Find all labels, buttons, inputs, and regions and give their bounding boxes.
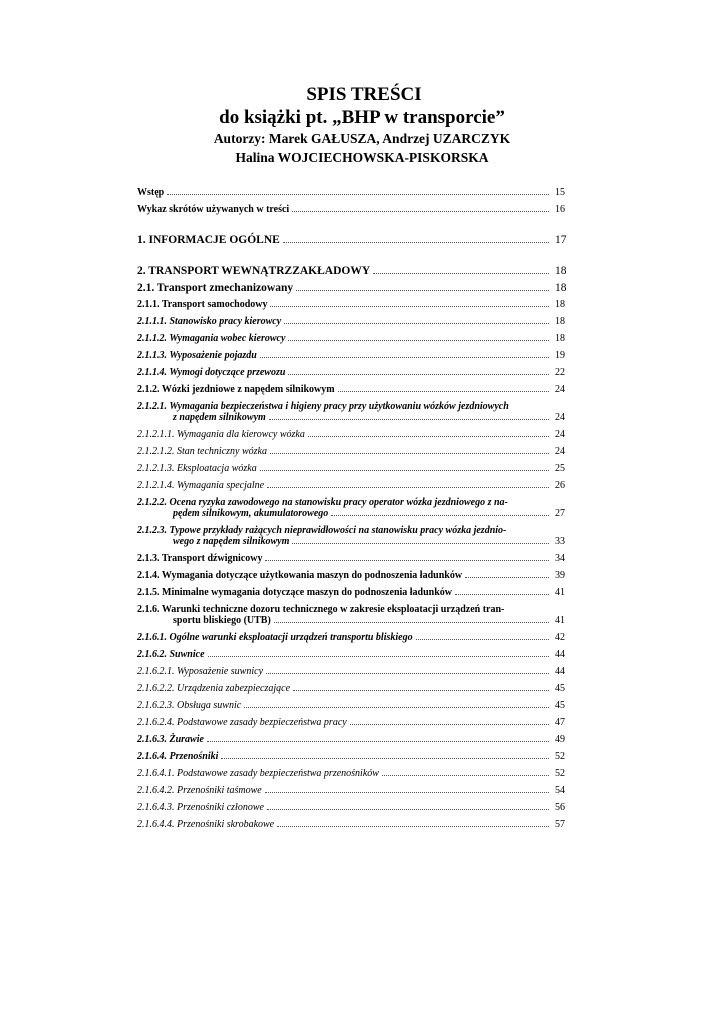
toc-page-number: 25 <box>555 463 565 474</box>
toc-page-number: 18 <box>555 265 567 277</box>
toc-entry: 2.1.2.3. Typowe przykłady rażących nieprawidłowości na stanowisku pracy wózka jezdnio- wego z napędem silnikowym 33 <box>137 525 571 547</box>
table-of-contents <box>137 187 571 836</box>
toc-entry: 2.1.6.2.1. Wyposażenie suwnicy 44 <box>137 666 571 677</box>
toc-entry: 2.1.1.3. Wyposażenie pojazdu 19 <box>137 350 571 361</box>
toc-entry: 2. TRANSPORT WEWNĄTRZZAKŁADOWY 18 <box>137 265 571 278</box>
toc-entry: 2.1.2.1. Wymagania bezpieczeństwa i higieny pracy przy użytkowaniu wózków jezdniowych z napędem silnikowym 24 <box>137 401 571 423</box>
toc-entry: 2.1.6.4. Przenośniki 52 <box>137 751 571 762</box>
toc-entry: 1. INFORMACJE OGÓLNE 17 <box>137 234 571 247</box>
toc-page-number: 26 <box>555 480 565 491</box>
toc-page-number: 19 <box>555 350 565 361</box>
toc-page-number: 52 <box>555 751 565 762</box>
toc-entry: 2.1.6.2.3. Obsługa suwnic 45 <box>137 700 571 711</box>
toc-entry: 2.1.6.2.2. Urządzenia zabezpieczające 45 <box>137 683 571 694</box>
toc-page-number: 45 <box>555 700 565 711</box>
toc-page-number: 18 <box>555 316 565 327</box>
toc-entry: 2.1.6. Warunki techniczne dozoru technicznego w zakresie eksploatacji urządzeń tran- sportu bliskiego (UTB) 41 <box>137 604 571 626</box>
toc-page-number: 42 <box>555 632 565 643</box>
page-title: SPIS TREŚCI <box>306 84 422 105</box>
toc-entry: 2.1.1.2. Wymagania wobec kierowcy 18 <box>137 333 571 344</box>
toc-entry: Wykaz skrótów używanych w treści 16 <box>137 204 571 215</box>
toc-page-number: 52 <box>555 768 565 779</box>
toc-page-number: 34 <box>555 553 565 564</box>
toc-page-number: 41 <box>555 615 565 626</box>
toc-page-number: 39 <box>555 570 565 581</box>
toc-entry: 2.1.2.1.3. Eksploatacja wózka 25 <box>137 463 571 474</box>
toc-page-number: 44 <box>555 649 565 660</box>
toc-page-number: 22 <box>555 367 565 378</box>
toc-entry: 2.1.2.2. Ocena ryzyka zawodowego na stanowisku pracy operator wózka jezdniowego z na- pędem silnikowym, akumulatorowego 27 <box>137 497 571 519</box>
toc-entry: 2.1.6.2.4. Podstawowe zasady bezpieczeństwa pracy 47 <box>137 717 571 728</box>
toc-page-number: 27 <box>555 508 565 519</box>
toc-entry: 2.1.2. Wózki jezdniowe z napędem silnikowym 24 <box>137 384 571 395</box>
toc-page-number: 24 <box>555 429 565 440</box>
authors-line-2: Halina WOJCIECHOWSKA-PISKORSKA <box>235 150 489 165</box>
toc-entry: 2.1.3. Transport dźwignicowy 34 <box>137 553 571 564</box>
toc-entry: 2.1.2.1.2. Stan techniczny wózka 24 <box>137 446 571 457</box>
toc-entry: 2.1.6.4.4. Przenośniki skrobakowe 57 <box>137 819 571 830</box>
toc-entry: 2.1.4. Wymagania dotyczące użytkowania maszyn do podnoszenia ładunków 39 <box>137 570 571 581</box>
toc-page-number: 49 <box>555 734 565 745</box>
toc-entry: 2.1.6.3. Żurawie 49 <box>137 734 571 745</box>
toc-entry: 2.1.6.4.1. Podstawowe zasady bezpieczeństwa przenośników 52 <box>137 768 571 779</box>
toc-entry: 2.1.6.4.2. Przenośniki taśmowe 54 <box>137 785 571 796</box>
toc-entry: 2.1.6.1. Ogólne warunki eksploatacji urządzeń transportu bliskiego 42 <box>137 632 571 643</box>
book-subtitle: do książki pt. „BHP w transporcie” <box>219 107 505 128</box>
toc-page-number: 47 <box>555 717 565 728</box>
toc-entry: 2.1.2.1.1. Wymagania dla kierowcy wózka 24 <box>137 429 571 440</box>
toc-page-number: 54 <box>555 785 565 796</box>
toc-page-number: 18 <box>555 299 565 310</box>
toc-page-number: 18 <box>555 282 567 294</box>
toc-entry: 2.1.1.4. Wymogi dotyczące przewozu 22 <box>137 367 571 378</box>
toc-entry: Wstęp 15 <box>137 187 571 198</box>
authors-line-1: Autorzy: Marek GAŁUSZA, Andrzej UZARCZYK <box>213 131 511 146</box>
toc-entry: 2.1.5. Minimalne wymagania dotyczące maszyn do podnoszenia ładunków 41 <box>137 587 571 598</box>
toc-page-number: 15 <box>555 187 565 198</box>
toc-page-number: 16 <box>555 204 565 215</box>
toc-entry: 2.1.1.1. Stanowisko pracy kierowcy 18 <box>137 316 571 327</box>
toc-page-number: 56 <box>555 802 565 813</box>
toc-page-number: 17 <box>555 234 567 246</box>
toc-page-number: 44 <box>555 666 565 677</box>
toc-page-number: 18 <box>555 333 565 344</box>
toc-page-number: 24 <box>555 446 565 457</box>
toc-page-number: 41 <box>555 587 565 598</box>
toc-page-number: 33 <box>555 536 565 547</box>
toc-entry: 2.1.2.1.4. Wymagania specjalne 26 <box>137 480 571 491</box>
document-header <box>0 84 724 167</box>
toc-page-number: 24 <box>555 412 565 423</box>
toc-entry: 2.1.1. Transport samochodowy 18 <box>137 299 571 310</box>
toc-page-number: 24 <box>555 384 565 395</box>
toc-entry: 2.1. Transport zmechanizowany 18 <box>137 282 571 295</box>
toc-entry: 2.1.6.2. Suwnice 44 <box>137 649 571 660</box>
toc-page-number: 45 <box>555 683 565 694</box>
toc-entry: 2.1.6.4.3. Przenośniki członowe 56 <box>137 802 571 813</box>
toc-page-number: 57 <box>555 819 565 830</box>
